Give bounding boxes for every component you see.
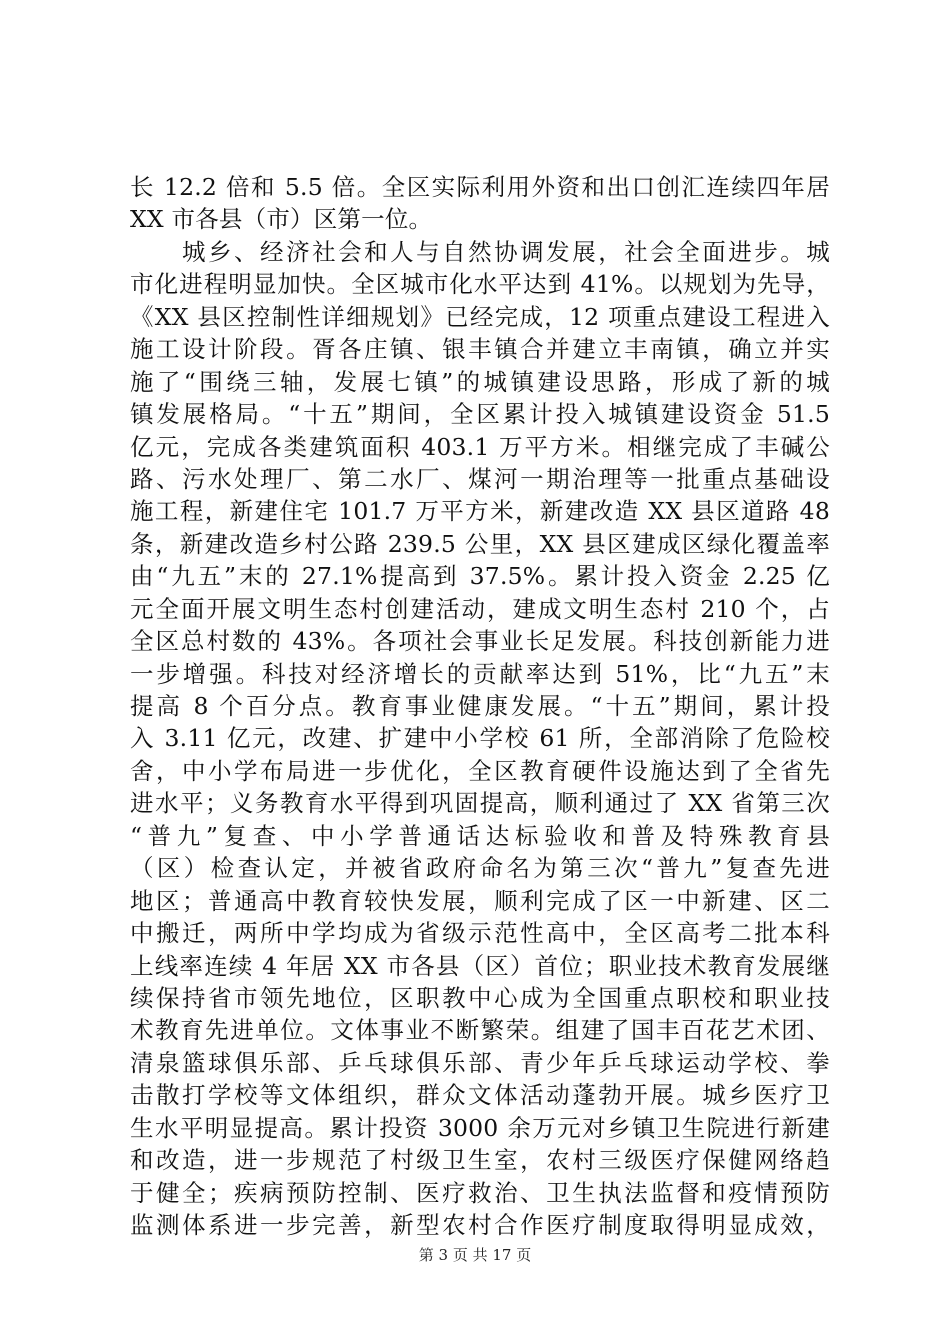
text-line: 生水平明显提高。累计投资 3000 余万元对乡镇卫生院进行新建 [130,1113,830,1142]
text-line: 长 12.2 倍和 5.5 倍。全区实际利用外资和出口创汇连续四年居 [130,173,830,201]
text-line: 市化进程明显加快。全区城市化水平达到 41%。以规划为先导， [130,270,830,299]
text-line: 一步增强。科技对经济增长的贡献率达到 51%，比“九五”末 [130,659,830,688]
text-line: 术教育先进单位。文体事业不断繁荣。组建了国丰百花艺术团、 [130,1016,830,1045]
text-line: 和改造，进一步规范了村级卫生室，农村三级医疗保健网络趋 [130,1146,830,1175]
text-line: 条，新建改造乡村公路 239.5 公里，XX 县区建成区绿化覆盖率 [130,529,830,558]
text-line: 全区总村数的 43%。各项社会事业长足发展。科技创新能力进 [130,627,830,656]
text-line: 舍，中小学布局进一步优化，全区教育硬件设施达到了全省先 [130,756,830,785]
text-line: 施工程，新建住宅 101.7 万平方米，新建改造 XX 县区道路 48 [130,497,830,526]
text-line: 监测体系进一步完善，新型农村合作医疗制度取得明显成效， [130,1211,830,1239]
text-line: 由“九五”末的 27.1%提高到 37.5%。累计投入资金 2.25 亿 [130,562,830,591]
text-line: 于健全；疾病预防控制、医疗救治、卫生执法监督和疫情预防 [130,1178,830,1207]
text-line: XX 市各县（市）区第一位。 [130,205,433,234]
text-line: 元全面开展文明生态村创建活动，建成文明生态村 210 个，占 [130,594,830,623]
text-line: 入 3.11 亿元，改建、扩建中小学校 61 所，全部消除了危险校 [130,724,830,753]
text-line: （区）检查认定，并被省政府命名为第三次“普九”复查先进 [130,854,830,883]
text-line: 击散打学校等文体组织，群众文体活动蓬勃开展。城乡医疗卫 [130,1081,830,1110]
text-line: 亿元，完成各类建筑面积 403.1 万平方米。相继完成了丰碱公 [130,432,830,461]
document-body [130,171,830,1241]
text-line: 清泉篮球俱乐部、乒乓球俱乐部、青少年乒乓球运动学校、拳 [130,1048,830,1077]
text-line: 地区；普通高中教育较快发展，顺利完成了区一中新建、区二 [130,886,830,915]
text-line: 路、污水处理厂、第二水厂、煤河一期治理等一批重点基础设 [130,464,830,493]
text-line: 《XX 县区控制性详细规划》已经完成，12 项重点建设工程进入 [130,302,830,331]
paragraph [130,236,830,1242]
page-footer: 第 3 页 共 17 页 [418,1246,532,1264]
paragraph [130,171,830,236]
text-line: 镇发展格局。“十五”期间，全区累计投入城镇建设资金 51.5 [130,400,830,429]
text-line: 施工设计阶段。胥各庄镇、银丰镇合并建立丰南镇，确立并实 [130,335,830,364]
text-line: 进水平；义务教育水平得到巩固提高，顺利通过了 XX 省第三次 [130,789,830,818]
text-line: 中搬迁，两所中学均成为省级示范性高中，全区高考二批本科 [130,919,830,948]
text-line: 上线率连续 4 年居 XX 市各县（区）首位；职业技术教育发展继 [130,951,830,980]
text-line: 施了“围绕三轴，发展七镇”的城镇建设思路，形成了新的城 [130,367,830,396]
text-line: 城乡、经济社会和人与自然协调发展，社会全面进步。城 [130,237,830,266]
text-line: 续保持省市领先地位，区职教中心成为全国重点职校和职业技 [130,983,830,1012]
text-line: 提高 8 个百分点。教育事业健康发展。“十五”期间，累计投 [130,692,830,720]
text-line: “普九”复查、中小学普通话达标验收和普及特殊教育县 [130,821,830,850]
